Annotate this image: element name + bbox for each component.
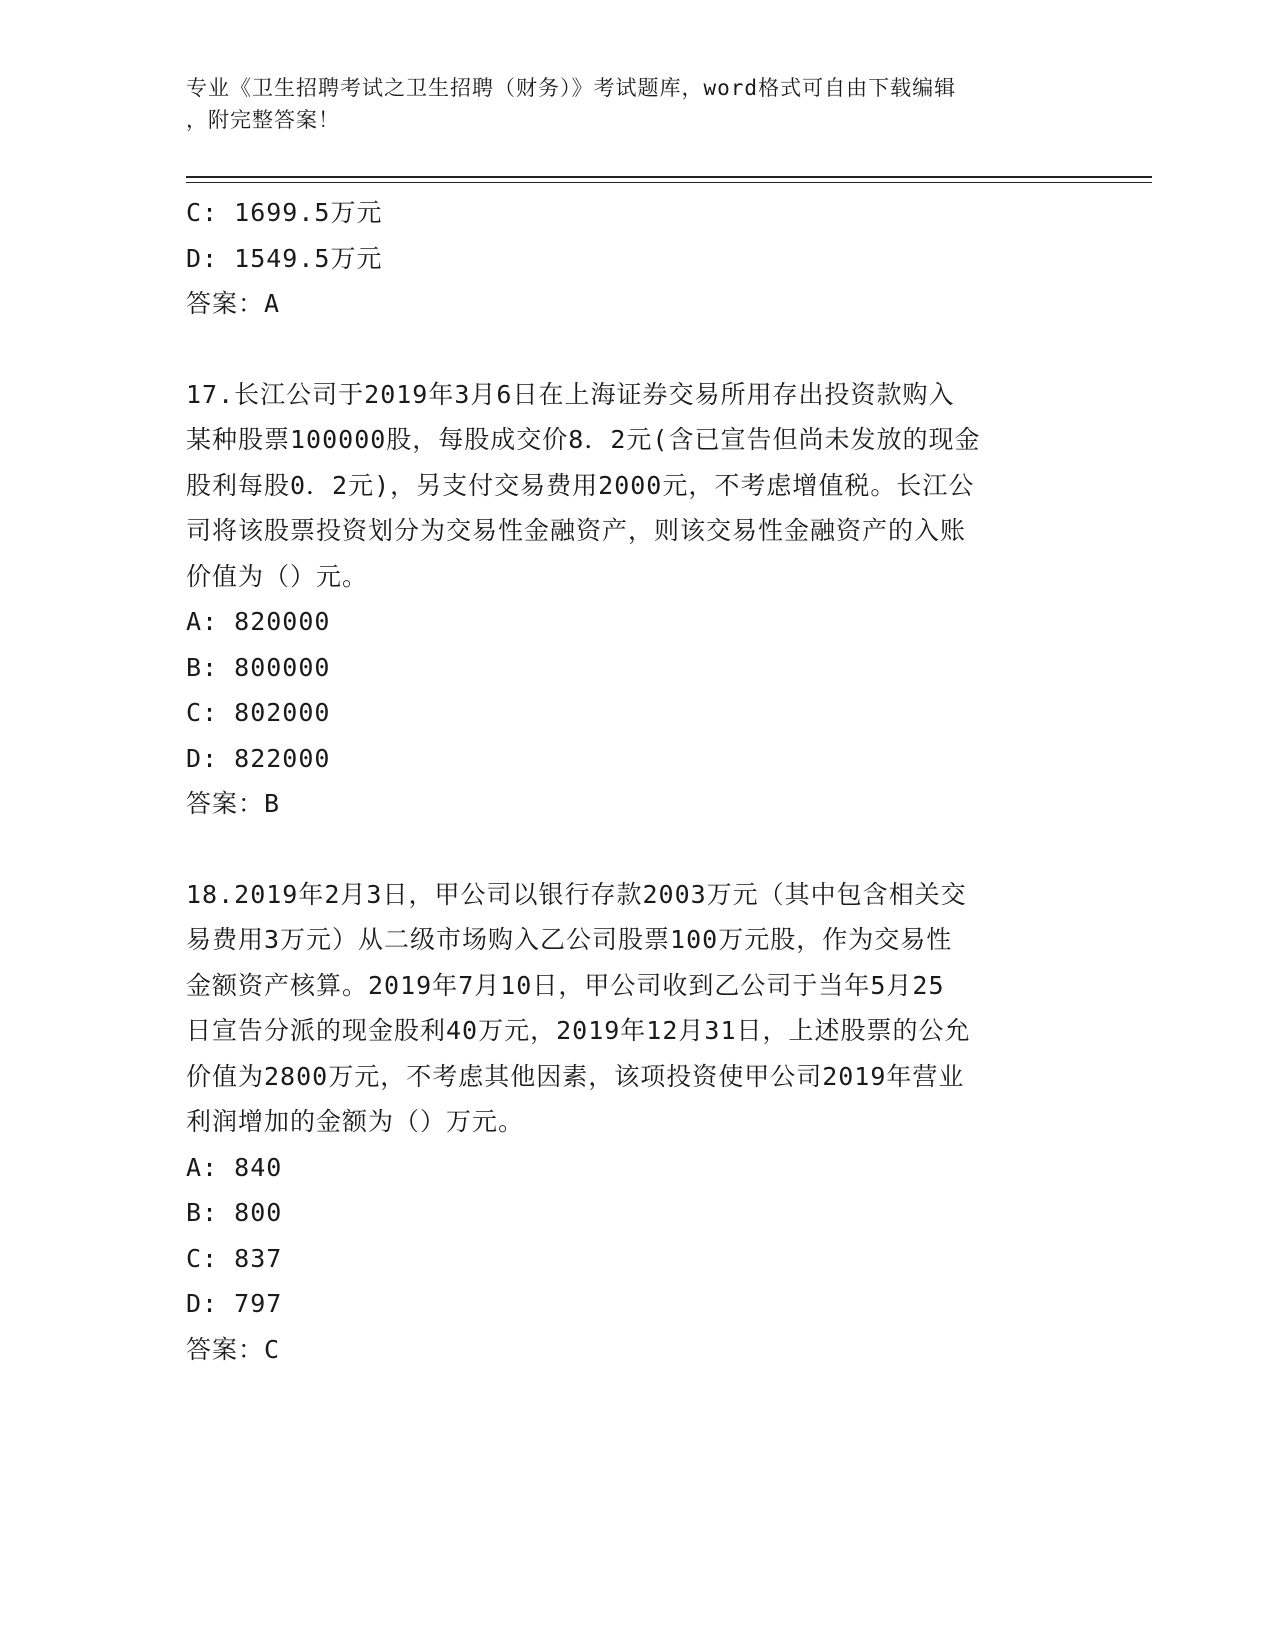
question-text-line: 利润增加的金额为（）万元。 [186, 1107, 525, 1136]
option-b: B: 800 [186, 1198, 283, 1227]
question-text-line: 17.长江公司于2019年3月6日在上海证券交易所用存出投资款购入 [186, 379, 955, 409]
option-d: D: 797 [186, 1289, 283, 1318]
answer-line: 答案：C [186, 1334, 281, 1364]
question-text-line: 股利每股0．2元)，另支付交易费用2000元，不考虑增值税。长江公 [186, 470, 975, 500]
option-d: D: 1549.5万元 [186, 243, 383, 273]
option-c: C: 1699.5万元 [186, 198, 383, 227]
question-text-line: 某种股票100000股，每股成交价8．2元(含已宣告但尚未发放的现金 [186, 425, 981, 454]
option-a: A: 820000 [186, 607, 331, 636]
question-text-line: 金额资产核算。2019年7月10日，甲公司收到乙公司于当年5月25 [186, 970, 945, 1000]
question-text-line: 司将该股票投资划分为交易性金融资产，则该交易性金融资产的入账 [186, 516, 967, 545]
option-c: C: 837 [186, 1243, 283, 1273]
option-d: D: 822000 [186, 743, 331, 773]
header-line-1: 专业《卫生招聘考试之卫生招聘（财务）》考试题库，word格式可自由下载编辑 [186, 76, 957, 100]
question-text-line: 价值为（）元。 [186, 561, 369, 591]
spacer [186, 827, 1086, 872]
header-divider-thin [186, 182, 1152, 183]
question-text-line: 18.2019年2月3日，甲公司以银行存款2003万元（其中包含相关交 [186, 879, 967, 909]
header-divider-thick [186, 176, 1152, 178]
option-c: C: 802000 [186, 698, 331, 727]
question-17 [186, 372, 1086, 827]
answer-line: 答案：A [186, 289, 281, 318]
header-line-2: ，附完整答案！ [186, 108, 340, 132]
page-header [186, 72, 1066, 136]
question-text-line: 易费用3万元）从二级市场购入乙公司股票100万元股，作为交易性 [186, 925, 953, 954]
answer-line: 答案：B [186, 789, 281, 818]
spacer [186, 327, 1086, 372]
question-text-line: 价值为2800万元，不考虑其他因素，该项投资使甲公司2019年营业 [186, 1061, 965, 1091]
option-a: A: 840 [186, 1152, 283, 1182]
question-18 [186, 872, 1086, 1373]
document-body [186, 190, 1086, 1372]
option-b: B: 800000 [186, 652, 331, 682]
question-text-line: 日宣告分派的现金股利40万元，2019年12月31日，上述股票的公允 [186, 1016, 971, 1045]
question-16-tail [186, 190, 1086, 327]
